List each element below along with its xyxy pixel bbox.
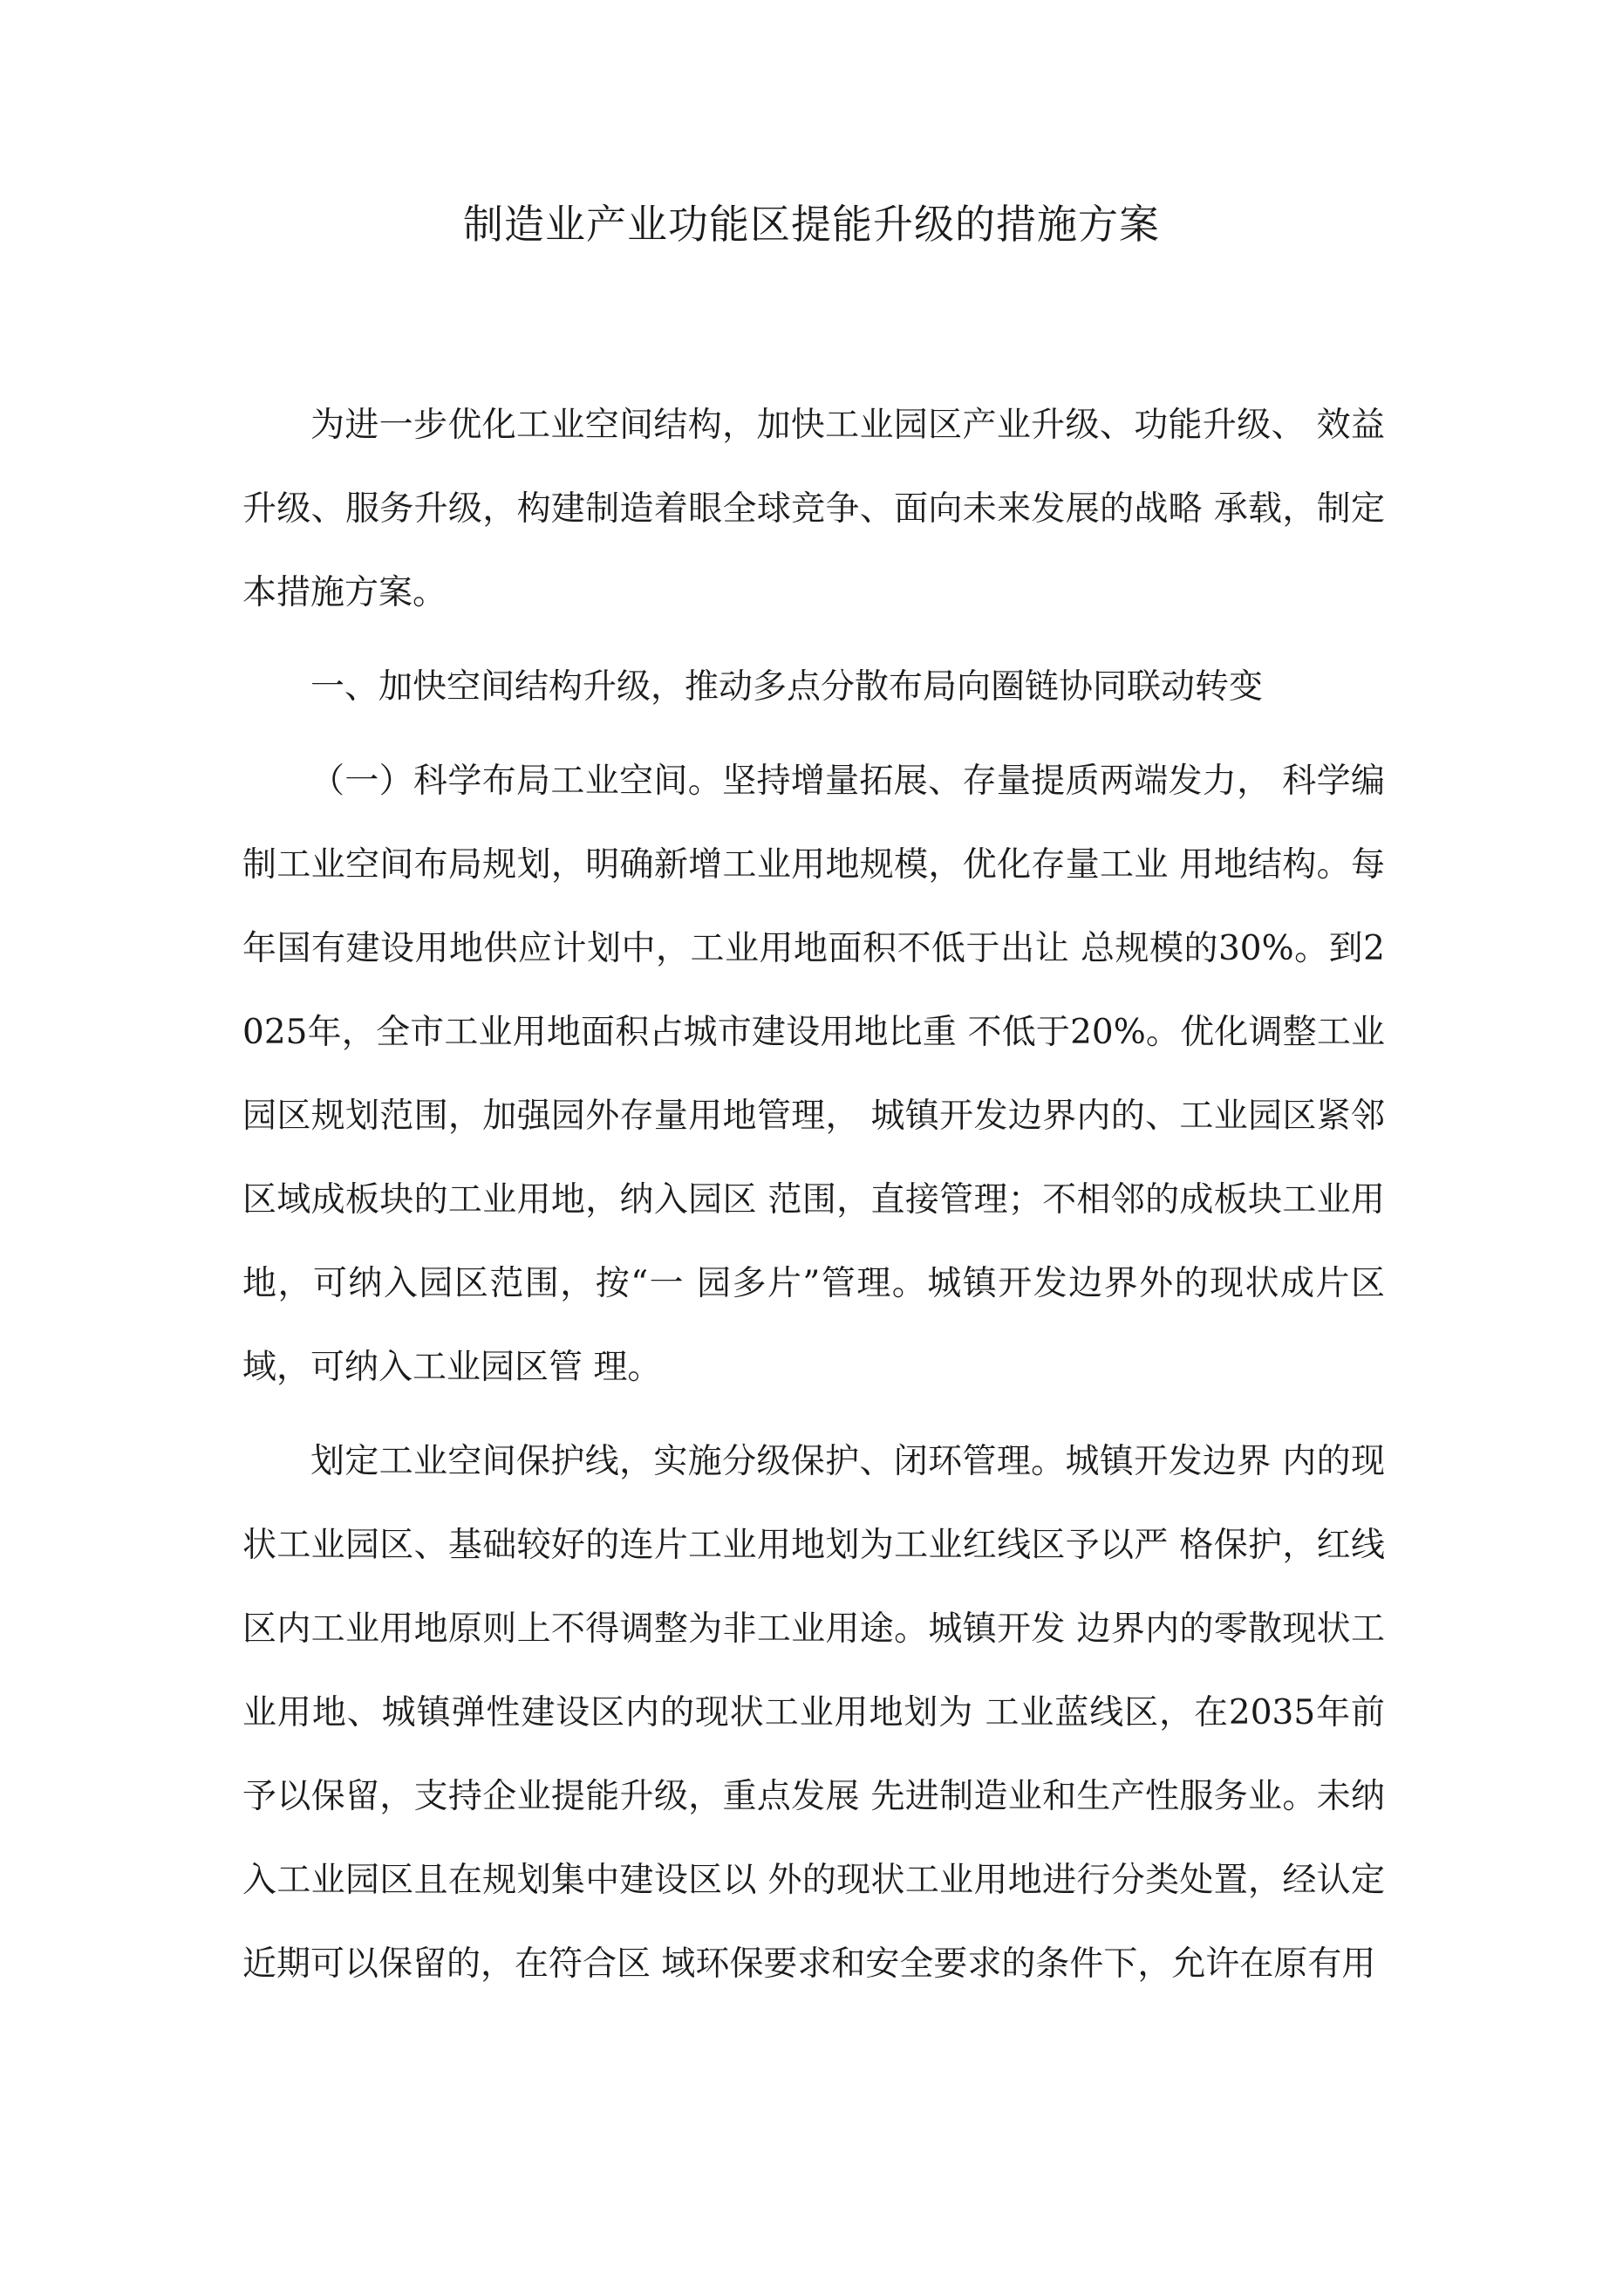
document-body [242,384,1385,2006]
section-heading-1: 一、加快空间结构升级，推动多点分散布局向圈链协同联动转变 [310,667,1264,707]
protection-line-paragraph: 划定工业空间保护线，实施分级保护、闭环管理。城镇开发边界 内的现状工业园区、基础较好的连片工业用地划为工业红线区予以严 格保护，红线区内工业用地原则上不得调整为非工业用途。城镇开发 边界内的零散现状工业用地、城镇弹性建设区内的现状工业用地划为 工业蓝线区，在2035年前予以保留，支持企业提能升级，重点发展 先进制造业和生产性服务业。未纳入工业园区且在规划集中建设区以 外的现状工业用地进行分类处置，经认定近期可以保留的，在符合区 域环保要求和安全要求的条件下，允许在原有用 [242,1442,1385,1984]
subsection-paragraph-1: （一）科学布局工业空间。坚持增量拓展、存量提质两端发力， 科学编制工业空间布局规划，明确新增工业用地规模，优化存量工业 用地结构。每年国有建设用地供应计划中，工业用地面积不低于出让 总规模的30%。到2025年，全市工业用地面积占城市建设用地比重 不低于20%。优化调整工业园区规划范围，加强园外存量用地管理， 城镇开发边界内的、工业园区紧邻区域成板块的工业用地，纳入园区 范围，直接管理；不相邻的成板块工业用地，可纳入园区范围，按“一 园多片”管理。城镇开发边界外的现状成片区域，可纳入工业园区管 理。 [242,762,1385,1387]
intro-paragraph: 为进一步优化工业空间结构，加快工业园区产业升级、功能升级、 效益升级、服务升级，构建制造着眼全球竞争、面向未来发展的战略 承载，制定本措施方案。 [242,406,1385,612]
document-title: 制造业产业功能区提能升级的措施方案 [463,201,1160,248]
